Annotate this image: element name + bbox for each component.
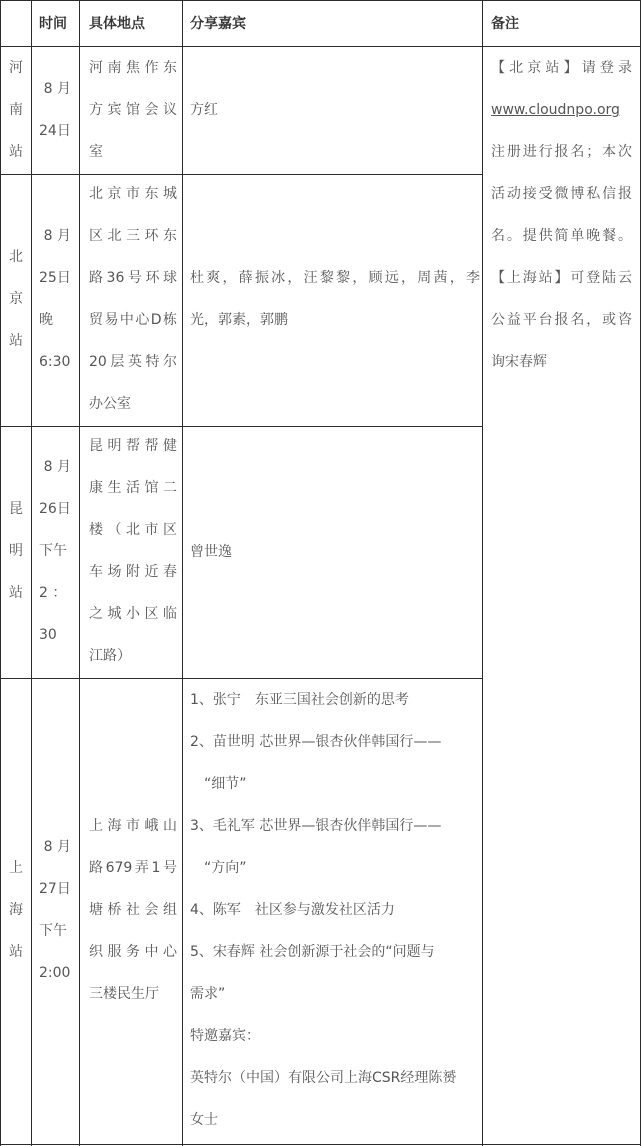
time-line: 30 xyxy=(39,627,57,643)
station-char: 昆 xyxy=(9,501,23,517)
place-line: 昆明帮帮健 xyxy=(89,438,177,454)
guest-line: 方红 xyxy=(190,102,218,118)
place-line: 江路） xyxy=(89,648,131,664)
station-shanghai xyxy=(1,847,31,973)
station-char: 站 xyxy=(9,585,23,601)
station-henan xyxy=(1,47,31,173)
grid-line xyxy=(0,0,641,1)
guest-line: “细节” xyxy=(204,776,247,792)
time-line: 8 月 xyxy=(43,459,71,475)
time-shanghai xyxy=(39,826,79,994)
time-kunming xyxy=(39,446,79,656)
guest-line: “方向” xyxy=(204,860,247,876)
header-time: 时间 xyxy=(39,16,67,32)
guest-line: 曾世逸 xyxy=(190,544,232,560)
time-line: 26日 xyxy=(39,501,71,517)
place-line: 三楼民生厅 xyxy=(89,986,159,1002)
grid-line xyxy=(482,0,483,1146)
guest-line: 3、毛礼军 芯世界—银杏伙伴韩国行—— xyxy=(190,818,442,834)
time-line: 24日 xyxy=(39,123,71,139)
place-beijing xyxy=(89,173,177,425)
time-beijing xyxy=(39,215,79,383)
cloudnpo-link[interactable]: www.cloudnpo.org xyxy=(491,102,620,118)
note-line xyxy=(491,89,632,131)
place-line: 路679弄1号 xyxy=(89,860,177,876)
guest-line: 英特尔（中国）有限公司上海CSR经理陈赟 xyxy=(190,1070,457,1086)
grid-line xyxy=(182,0,183,1146)
station-char: 河 xyxy=(9,60,23,76)
note-line: 公益平台报名，或咨 xyxy=(491,312,632,328)
station-char: 上 xyxy=(9,860,23,876)
station-char: 站 xyxy=(9,333,23,349)
guest-line: 4、陈军 社区参与激发社区活力 xyxy=(190,902,395,918)
place-line: 区北三环东 xyxy=(89,228,177,244)
header-guests: 分享嘉宾 xyxy=(190,16,246,32)
guest-line: 女士 xyxy=(190,1112,218,1128)
time-line: 6:30 xyxy=(39,354,71,370)
station-char: 北 xyxy=(9,249,23,265)
place-line: 方宾馆会议 xyxy=(89,102,177,118)
guest-line: 5、宋春辉 社会创新源于社会的“问题与 xyxy=(190,944,435,960)
note-line: 名。提供简单晚餐。 xyxy=(491,228,632,244)
station-char: 南 xyxy=(9,102,23,118)
guest-line: 特邀嘉宾： xyxy=(190,1028,260,1044)
time-line: 8 月 xyxy=(43,839,71,855)
guest-line: 光，郭素，郭鹏 xyxy=(190,312,288,328)
header-notes: 备注 xyxy=(491,16,519,32)
grid-line xyxy=(79,0,80,1146)
guest-line: 1、张宁 东亚三国社会创新的思考 xyxy=(190,692,409,708)
notes-column xyxy=(491,47,632,383)
place-line: 车场附近春 xyxy=(89,564,177,580)
guest-line: 杜爽，薛振冰，汪黎黎，顾远，周茜，李 xyxy=(190,270,480,286)
grid-line xyxy=(0,426,483,427)
place-line: 20层英特尔 xyxy=(89,354,177,370)
time-henan xyxy=(39,68,79,152)
note-line: 询宋春辉 xyxy=(491,354,547,370)
guests-beijing xyxy=(190,257,480,341)
place-line: 织服务中心 xyxy=(89,944,177,960)
place-line: 室 xyxy=(89,144,103,160)
guest-line: 2、苗世明 芯世界—银杏伙伴韩国行—— xyxy=(190,734,442,750)
guests-henan xyxy=(190,89,480,131)
grid-line xyxy=(31,0,32,1146)
place-line: 塘桥社会组 xyxy=(89,902,177,918)
place-line: 北京市东城 xyxy=(89,186,177,202)
time-line: 下午 xyxy=(39,923,67,939)
guest-line: 需求” xyxy=(190,986,226,1002)
guests-shanghai xyxy=(190,679,480,1141)
time-line: 25日 xyxy=(39,270,71,286)
place-line: 康生活馆二 xyxy=(89,480,177,496)
station-char: 站 xyxy=(9,144,23,160)
station-char: 站 xyxy=(9,944,23,960)
grid-line xyxy=(0,174,483,175)
note-line: 【上海站】可登陆云 xyxy=(491,270,632,286)
place-line: 之城小区临 xyxy=(89,606,177,622)
time-line: 2 ： xyxy=(39,585,67,601)
time-line: 下午 xyxy=(39,543,67,559)
time-line: 27日 xyxy=(39,881,71,897)
station-beijing xyxy=(1,236,31,362)
station-char: 京 xyxy=(9,291,23,307)
time-line: 8 月 xyxy=(43,228,71,244)
place-line: 上海市峨山 xyxy=(89,818,177,834)
note-line: 注册进行报名；本次 xyxy=(491,144,632,160)
station-kunming xyxy=(1,488,31,614)
guests-kunming xyxy=(190,531,480,573)
station-char: 明 xyxy=(9,543,23,559)
note-line: 【北京站】请登录 xyxy=(491,60,632,76)
place-henan xyxy=(89,47,177,173)
place-line: 河南焦作东 xyxy=(89,60,177,76)
grid-line xyxy=(0,1144,641,1145)
place-line: 路36号环球 xyxy=(89,270,177,286)
time-line: 8 月 xyxy=(43,81,71,97)
place-shanghai xyxy=(89,805,177,1015)
station-char: 海 xyxy=(9,902,23,918)
header-place: 具体地点 xyxy=(89,16,145,32)
place-line: 办公室 xyxy=(89,396,131,412)
time-line: 晚 xyxy=(39,312,53,328)
place-kunming xyxy=(89,425,177,677)
time-line: 2:00 xyxy=(39,965,71,981)
place-line: 贸易中心D栋 xyxy=(89,312,177,328)
place-line: 楼（北市区 xyxy=(89,522,177,538)
note-line: 活动接受微博私信报 xyxy=(491,186,632,202)
